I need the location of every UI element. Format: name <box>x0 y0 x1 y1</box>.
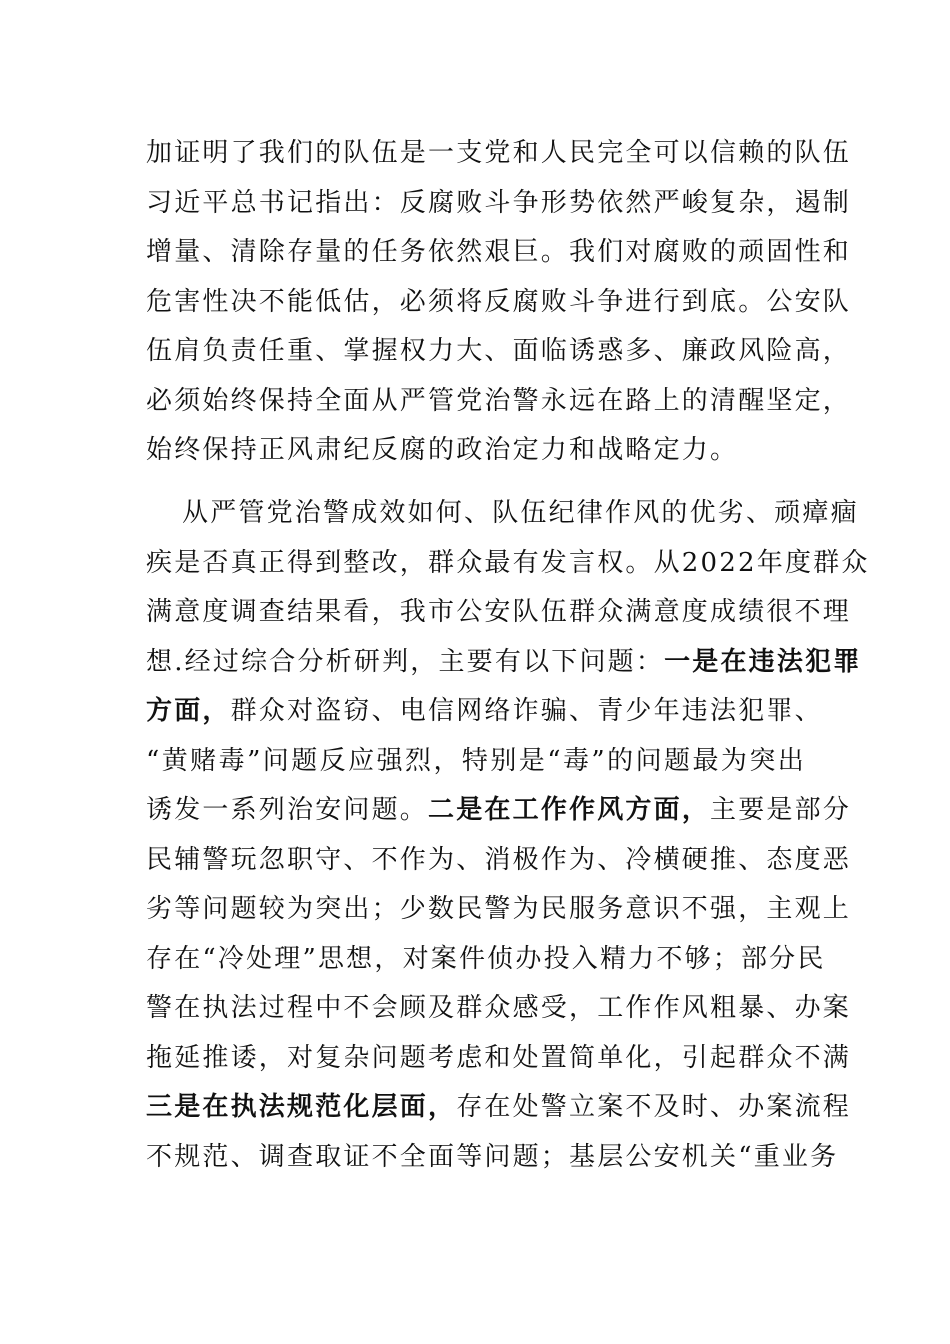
bold-heading-2: 二是在工作作风方面， <box>428 795 711 825</box>
text-line: 劣等问题较为突出；少数民警为民服务意识不强，主观上 <box>146 894 852 924</box>
bold-heading-1: 一是在违法犯罪 <box>664 646 862 677</box>
text-run: 主要是部分 <box>710 795 852 825</box>
text-run: 群众对盗窃、电信网络诈骗、青少年违法犯罪、 <box>230 696 823 726</box>
text-line: 必须始终保持全面从严管党治警永远在路上的清醒坚定， <box>146 385 852 416</box>
text-line: 加证明了我们的队伍是一支党和人民完全可以信赖的队伍 <box>146 138 852 168</box>
bold-heading-3: 三是在执法规范化层面， <box>146 1092 457 1122</box>
text-line <box>146 786 852 836</box>
text-line: 从严管党治警成效如何、队伍纪律作风的优劣、顽瘴痼 <box>182 498 859 528</box>
text-run: 存在处警立案不及时、办案流程 <box>456 1092 852 1122</box>
bold-heading-1-cont: 方面， <box>146 696 231 726</box>
text-line: 危害性决不能低估，必须将反腐败斗争进行到底。公安队 <box>146 286 852 317</box>
text-line: 满意度调查结果看，我市公安队伍群众满意度成绩很不理 <box>146 597 852 627</box>
paragraph-2 <box>146 489 870 1182</box>
text-line: 增量、清除存量的任务依然艰巨。我们对腐败的顽固性和 <box>146 237 852 267</box>
text-line: “黄赌毒”问题反应强烈，特别是“毒”的问题最为突出 <box>146 745 806 776</box>
text-line: 不规范、调查取证不全面等问题；基层公安机关“重业务 <box>146 1141 839 1172</box>
text-line: 存在“冷处理”思想，对案件侦办投入精力不够；部分民 <box>146 943 826 974</box>
text-line <box>146 1083 852 1133</box>
text-run: 想.经过综合分析研判，主要有以下问题： <box>146 646 665 677</box>
text-line: 拖延推诿，对复杂问题考虑和处置简单化，引起群众不满 <box>146 1042 852 1073</box>
text-line <box>146 687 823 737</box>
text-line: 疾是否真正得到整改，群众最有发言权。从2022年度群众 <box>146 547 870 578</box>
text-line <box>146 638 862 688</box>
paragraph-1 <box>146 129 852 476</box>
text-run: 诱发一系列治安问题。 <box>146 795 429 825</box>
text-line: 警在执法过程中不会顾及群众感受，工作作风粗暴、办案 <box>146 993 852 1023</box>
text-line: 习近平总书记指出：反腐败斗争形势依然严峻复杂，遏制 <box>146 187 852 218</box>
text-line: 伍肩负责任重、掌握权力大、面临诱惑多、廉政风险高， <box>146 336 852 366</box>
text-line: 始终保持正风肃纪反腐的政治定力和战略定力。 <box>146 435 739 465</box>
text-line: 民辅警玩忽职守、不作为、消极作为、冷横硬推、态度恶 <box>146 844 852 875</box>
